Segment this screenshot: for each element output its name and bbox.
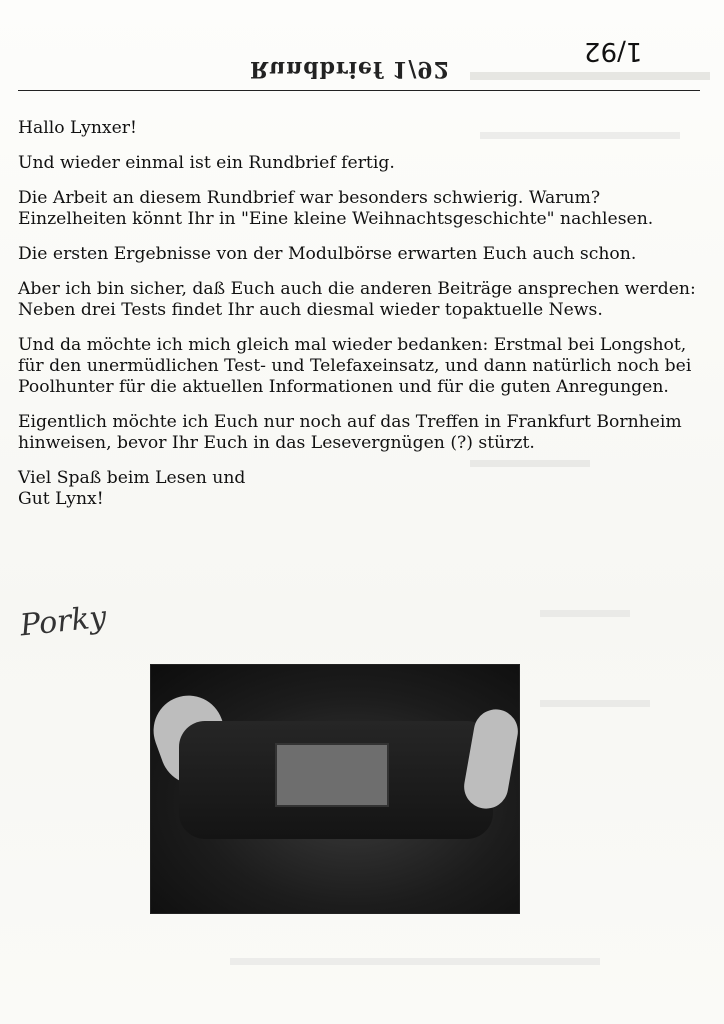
closing-line: Gut Lynx! <box>18 489 104 509</box>
console-screen <box>275 743 389 807</box>
handheld-console-photo <box>150 664 520 914</box>
closing-line: Viel Spaß beim Lesen und <box>18 468 246 488</box>
newsletter-title: Rundbrief 1/92 <box>249 56 451 82</box>
paragraph: Und wieder einmal ist ein Rundbrief fertig. <box>18 153 395 173</box>
paragraph: Und da möchte ich mich gleich mal wieder bedanken: Erstmal bei Longshot, für den unermüdlichen Test- und Telefaxeinsatz, und dann natürlich noch bei Poolhunter für die aktuellen Informationen und für die guten Anregungen. <box>18 335 692 397</box>
header-rule <box>18 90 700 91</box>
closing <box>18 468 708 510</box>
paragraph: Aber ich bin sicher, daß Euch auch die anderen Beiträge ansprechen werden: Neben drei Tests findet Ihr auch diesmal wieder topaktuelle News. <box>18 279 696 320</box>
paragraph: Die Arbeit an diesem Rundbrief war besonders schwierig. Warum? Einzelheiten könnt Ihr in "Eine kleine Weihnachtsgeschichte" nachlesen. <box>18 188 654 229</box>
paragraph: Eigentlich möchte ich Euch nur noch auf das Treffen in Frankfurt Bornheim hinweisen, bevor Ihr Euch in das Lesevergnügen (?) stürzt. <box>18 412 682 453</box>
handwritten-signature: Porky <box>18 599 109 644</box>
page-number: 1/92 <box>584 36 643 66</box>
paragraph: Die ersten Ergebnisse von der Modulbörse erwarten Euch auch schon. <box>18 244 637 264</box>
greeting: Hallo Lynxer! <box>18 118 137 138</box>
letter-body <box>18 118 708 510</box>
